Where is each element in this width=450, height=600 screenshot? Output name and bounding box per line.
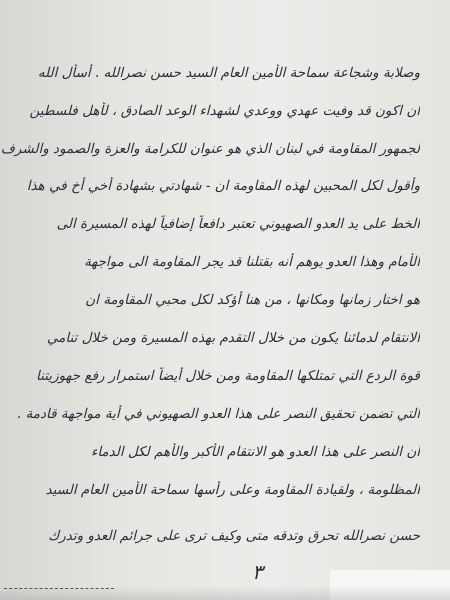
text-line-5: الخط على يد العدو الصهيوني تعتبر دافعاً إضافياً لهذه المسيرة الى <box>56 216 420 232</box>
text-line-11: أن النصر على هذا العدو هو الانتقام الأكبر والأهم لكل الدماء <box>90 444 420 460</box>
text-line-9: قوة الردع التي تمتلكها المقاومة ومن خلال أيضاً استمرار رفع جهوزيتنا <box>36 368 420 384</box>
text-line-4: وأقول لكل المحبين لهذه المقاومة ان - شهادتي بشهادة أخي أخ في هذا <box>26 178 420 194</box>
text-line-12: المظلومة ، ولقيادة المقاومة وعلى رأسها سماحة الأمين العام السيد <box>45 482 420 498</box>
text-line-2: ان اكون قد وفيت عهدي ووعدي لشهداء الوعد الصادق ، لأهل فلسطين <box>29 103 420 119</box>
text-line-10: التي تضمن تحقيق النصر على هذا العدو الصهيوني في أية مواجهة قادمة . <box>16 406 420 422</box>
text-line-8: الانتقام لدمائنا يكون من خلال التقدم بهذه المسيرة ومن خلال تنامي <box>46 330 420 346</box>
text-line-1: وصلابة وشجاعة سماحة الأمين العام السيد حسن نصرالله . أسأل الله <box>37 65 420 81</box>
text-line-7: هو اختار زمانها ومكانها ، من هنا أؤكد لكل محبي المقاومة ان <box>85 292 420 308</box>
page-number: ٣ <box>252 560 263 584</box>
text-line-13: حسن نصرالله تحرق وتدقه متى وكيف ترى على جرائم العدو وتدرك <box>48 528 420 544</box>
text-line-3: لجمهور المقاومة في لبنان الذي هو عنوان للكرامة والعزة والصمود والشرف <box>0 141 420 157</box>
text-line-6: الأمام وهذا العدو يوهم أنه بقتلنا قد يجر المقاومة الى مواجهة <box>84 254 420 270</box>
scan-shadow <box>0 586 450 600</box>
